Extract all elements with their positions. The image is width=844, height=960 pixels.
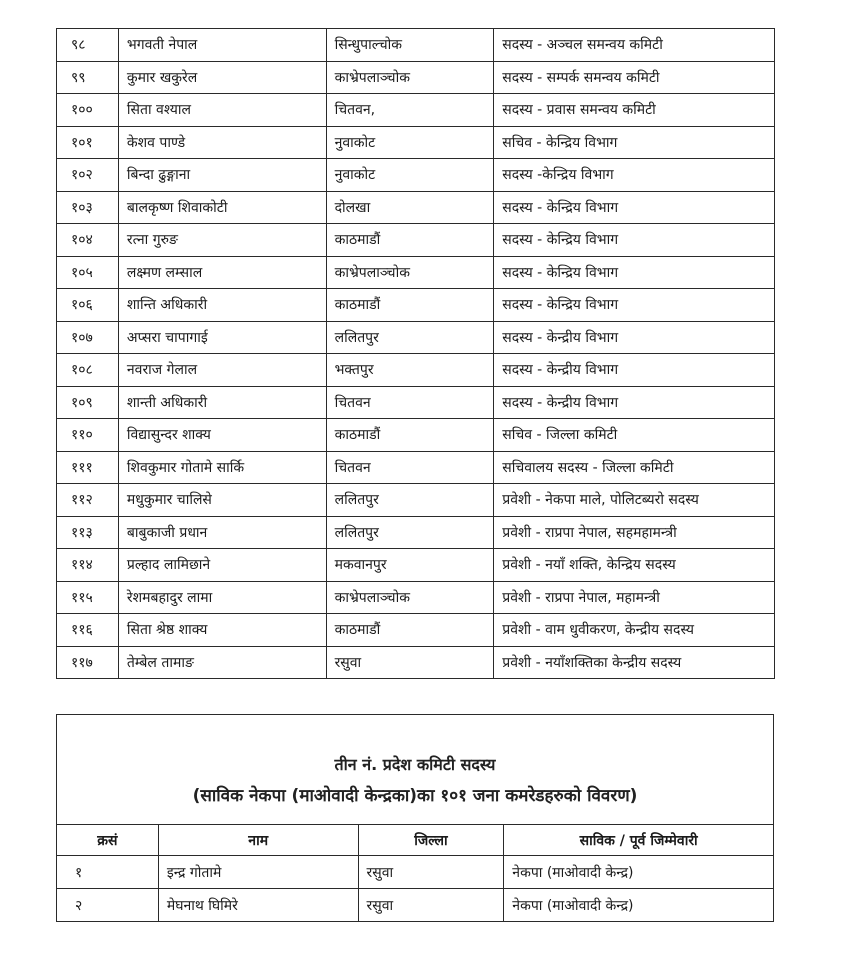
name-cell: बाबुकाजी प्रधान (118, 516, 326, 549)
role-cell: सचिवालय सदस्य - जिल्ला कमिटी (494, 451, 775, 484)
role-cell: सदस्य - अञ्चल समन्वय कमिटी (494, 29, 775, 62)
name-cell: रेशमबहादुर लामा (118, 581, 326, 614)
name-cell: अप्सरा चापागाई (118, 321, 326, 354)
header-role: साविक / पूर्व जिम्मेवारी (504, 825, 774, 856)
district-cell: काठमाडौं (326, 419, 494, 452)
district-cell: नुवाकोट (326, 126, 494, 159)
serial-cell: १०० (57, 94, 119, 127)
district-cell: भक्तपुर (326, 354, 494, 387)
district-cell: ललितपुर (326, 484, 494, 517)
serial-cell: १०७ (57, 321, 119, 354)
district-cell: ललितपुर (326, 321, 494, 354)
serial-cell: ९९ (57, 61, 119, 94)
table-row (57, 386, 775, 419)
district-cell: नुवाकोट (326, 159, 494, 192)
serial-cell: १०६ (57, 289, 119, 322)
role-cell: सदस्य - केन्द्रिय विभाग (494, 191, 775, 224)
members-table-body (57, 29, 775, 679)
district-cell: काठमाडौं (326, 224, 494, 257)
role-cell: सदस्य - केन्द्रीय विभाग (494, 386, 775, 419)
role-cell: सदस्य - केन्द्रीय विभाग (494, 354, 775, 387)
role-cell: प्रवेशी - वाम धुवीकरण, केन्द्रीय सदस्य (494, 614, 775, 647)
district-cell: चितवन (326, 451, 494, 484)
serial-cell: १ (57, 856, 159, 889)
table-row (57, 191, 775, 224)
name-cell: शान्ती अधिकारी (118, 386, 326, 419)
name-cell: मधुकुमार चालिसे (118, 484, 326, 517)
table-row (57, 321, 775, 354)
name-cell: कुमार खकुरेल (118, 61, 326, 94)
table-row (57, 126, 775, 159)
header-name: नाम (158, 825, 358, 856)
role-cell: सदस्य - केन्द्रिय विभाग (494, 256, 775, 289)
table-row (57, 419, 775, 452)
role-cell: सदस्य - केन्द्रिय विभाग (494, 289, 775, 322)
table-row (57, 29, 775, 62)
section-header (56, 714, 774, 824)
serial-cell: ११० (57, 419, 119, 452)
serial-cell: २ (57, 889, 159, 922)
table-row (57, 256, 775, 289)
serial-cell: १०४ (57, 224, 119, 257)
section-subtitle: (साविक नेकपा (माओवादी केन्द्रका)का १०१ जना कमरेडहरुको विवरण) (192, 786, 638, 806)
role-cell: प्रवेशी - नयाँशक्तिका केन्द्रीय सदस्य (494, 646, 775, 679)
name-cell: सिता वश्याल (118, 94, 326, 127)
serial-cell: ११७ (57, 646, 119, 679)
table-row (57, 451, 775, 484)
table-row (57, 94, 775, 127)
members-table (56, 28, 775, 679)
name-cell: रत्ना गुरुङ (118, 224, 326, 257)
serial-cell: १०३ (57, 191, 119, 224)
table-row (57, 856, 774, 889)
name-cell: तेम्बेल तामाङ (118, 646, 326, 679)
name-cell: बालकृष्ण शिवाकोटी (118, 191, 326, 224)
province-members-table (56, 824, 774, 922)
role-cell: प्रवेशी - राप्रपा नेपाल, सहमहामन्त्री (494, 516, 775, 549)
role-cell: प्रवेशी - नेकपा माले, पोलिटब्यरो सदस्य (494, 484, 775, 517)
role-cell: सदस्य - केन्द्रीय विभाग (494, 321, 775, 354)
role-cell: सदस्य - प्रवास समन्वय कमिटी (494, 94, 775, 127)
district-cell: ललितपुर (326, 516, 494, 549)
role-cell: सदस्य -केन्द्रिय विभाग (494, 159, 775, 192)
name-cell: केशव पाण्डे (118, 126, 326, 159)
serial-cell: १०५ (57, 256, 119, 289)
name-cell: सिता श्रेष्ठ शाक्य (118, 614, 326, 647)
serial-cell: १०१ (57, 126, 119, 159)
role-cell: नेकपा (माओवादी केन्द्र) (504, 889, 774, 922)
name-cell: लक्ष्मण लम्साल (118, 256, 326, 289)
serial-cell: १११ (57, 451, 119, 484)
table-row (57, 516, 775, 549)
table-row (57, 159, 775, 192)
district-cell: रसुवा (326, 646, 494, 679)
name-cell: इन्द्र गोतामे (158, 856, 358, 889)
district-cell: मकवानपुर (326, 549, 494, 582)
table-row (57, 889, 774, 922)
name-cell: मेघनाथ घिमिरे (158, 889, 358, 922)
name-cell: भगवती नेपाल (118, 29, 326, 62)
table-header-row (57, 825, 774, 856)
district-cell: काठमाडौं (326, 614, 494, 647)
district-cell: चितवन, (326, 94, 494, 127)
table-row (57, 289, 775, 322)
serial-cell: ११४ (57, 549, 119, 582)
serial-cell: १०२ (57, 159, 119, 192)
table-row (57, 646, 775, 679)
table-row (57, 614, 775, 647)
header-serial: क्रसं (57, 825, 159, 856)
district-cell: रसुवा (358, 889, 504, 922)
serial-cell: ११५ (57, 581, 119, 614)
role-cell: सदस्य - केन्द्रिय विभाग (494, 224, 775, 257)
district-cell: चितवन (326, 386, 494, 419)
serial-cell: ११२ (57, 484, 119, 517)
province-members-table-body (57, 856, 774, 922)
serial-cell: ११३ (57, 516, 119, 549)
district-cell: काभ्रेपलाञ्चोक (326, 256, 494, 289)
name-cell: नवराज गेलाल (118, 354, 326, 387)
district-cell: काठमाडौं (326, 289, 494, 322)
name-cell: बिन्दा ढुङ्गाना (118, 159, 326, 192)
name-cell: प्रल्हाद लामिछाने (118, 549, 326, 582)
district-cell: सिन्धुपाल्चोक (326, 29, 494, 62)
district-cell: दोलखा (326, 191, 494, 224)
serial-cell: १०९ (57, 386, 119, 419)
role-cell: प्रवेशी - राप्रपा नेपाल, महामन्त्री (494, 581, 775, 614)
name-cell: विद्यासुन्दर शाक्य (118, 419, 326, 452)
serial-cell: १०८ (57, 354, 119, 387)
serial-cell: ९८ (57, 29, 119, 62)
table-row (57, 61, 775, 94)
role-cell: सचिव - जिल्ला कमिटी (494, 419, 775, 452)
section-title: तीन नं. प्रदेश कमिटी सदस्य (334, 755, 496, 774)
district-cell: रसुवा (358, 856, 504, 889)
role-cell: प्रवेशी - नयाँ शक्ति, केन्द्रिय सदस्य (494, 549, 775, 582)
role-cell: सचिव - केन्द्रिय विभाग (494, 126, 775, 159)
header-district: जिल्ला (358, 825, 504, 856)
table-row (57, 581, 775, 614)
role-cell: नेकपा (माओवादी केन्द्र) (504, 856, 774, 889)
district-cell: काभ्रेपलाञ्चोक (326, 61, 494, 94)
role-cell: सदस्य - सम्पर्क समन्वय कमिटी (494, 61, 775, 94)
district-cell: काभ्रेपलाञ्चोक (326, 581, 494, 614)
table-row (57, 354, 775, 387)
name-cell: शान्ति अधिकारी (118, 289, 326, 322)
table-row (57, 549, 775, 582)
name-cell: शिवकुमार गोतामे सार्कि (118, 451, 326, 484)
table-row (57, 484, 775, 517)
table-row (57, 224, 775, 257)
serial-cell: ११६ (57, 614, 119, 647)
